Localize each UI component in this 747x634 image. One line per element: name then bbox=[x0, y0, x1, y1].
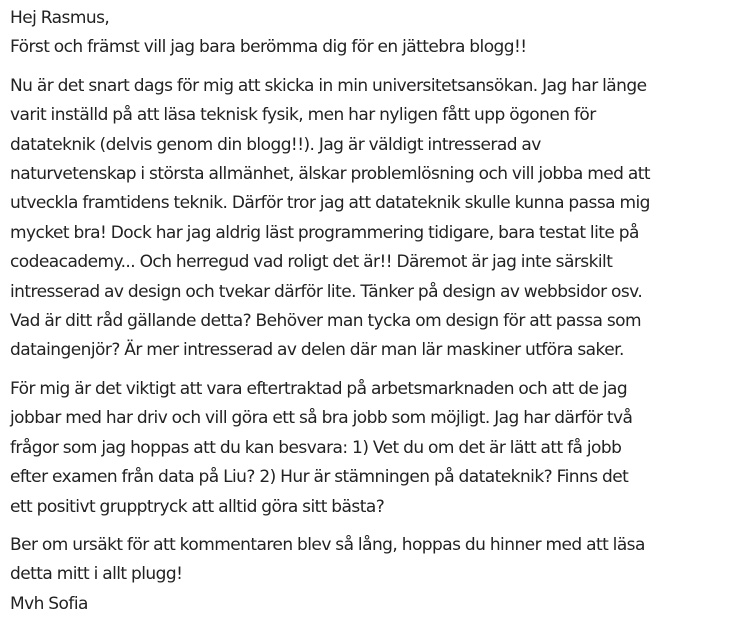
text-line: frågor som jag hoppas att du kan besvara: 1) Vet du om det är lätt att få jobb bbox=[10, 437, 622, 458]
text-line: efter examen från data på Liu? 2) Hur är stämningen på datateknik? Finns det bbox=[10, 467, 629, 488]
paragraph-opening bbox=[10, 4, 747, 63]
text-line: Vad är ditt råd gällande detta? Behöver man tycka om design för att passa som bbox=[10, 311, 642, 332]
intro-line: Först och främst vill jag bara berömma dig för en jättebra blogg!! bbox=[10, 37, 527, 58]
text-line: naturvetenskap i största allmänhet, älskar problemlösning och vill jobba med att bbox=[10, 164, 650, 185]
text-line: Ber om ursäkt för att kommentaren blev så lång, hoppas du hinner med att läsa bbox=[10, 534, 645, 555]
paragraph-3 bbox=[10, 531, 747, 619]
paragraph-1 bbox=[10, 72, 747, 366]
text-line: dataingenjör? Är mer intresserad av delen där man lär maskiner utföra saker. bbox=[10, 340, 624, 361]
comment-body bbox=[10, 4, 747, 619]
text-line: codeacademy... Och herregud vad roligt det är!! Däremot är jag inte särskilt bbox=[10, 252, 613, 273]
text-line: datateknik (delvis genom din blogg!!). Jag är väldigt intresserad av bbox=[10, 134, 541, 155]
text-line: utveckla framtidens teknik. Därför tror jag att datateknik skulle kunna passa mig bbox=[10, 193, 650, 214]
text-line: detta mitt i allt plugg! bbox=[10, 564, 183, 585]
text-line: För mig är det viktigt att vara eftertraktad på arbetsmarknaden och att de jag bbox=[10, 378, 628, 399]
paragraph-2 bbox=[10, 375, 747, 522]
text-line: intresserad av design och tvekar därför lite. Tänker på design av webbsidor osv. bbox=[10, 281, 643, 302]
text-line: jobbar med har driv och vill göra ett så bra jobb som möjligt. Jag har därför två bbox=[10, 408, 633, 429]
text-line: ett positivt grupptryck att alltid göra sitt bästa? bbox=[10, 496, 385, 517]
text-line: mycket bra! Dock har jag aldrig läst programmering tidigare, bara testat lite på bbox=[10, 222, 639, 243]
text-line: varit inställd på att läsa teknisk fysik, men har nyligen fått upp ögonen för bbox=[10, 105, 596, 126]
text-line: Nu är det snart dags för mig att skicka in min universitetsansökan. Jag har länge bbox=[10, 75, 647, 96]
signoff: Mvh Sofia bbox=[10, 593, 88, 614]
greeting: Hej Rasmus, bbox=[10, 8, 110, 28]
